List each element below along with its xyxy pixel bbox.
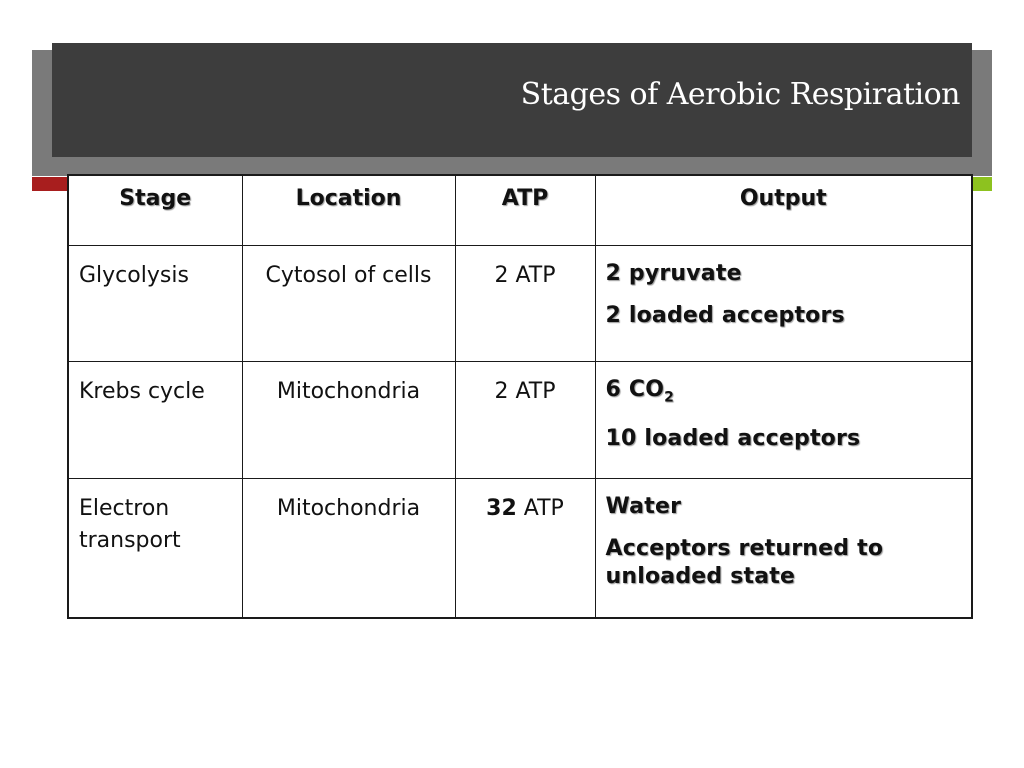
atp-number: 32: [486, 495, 517, 521]
output-line-2: Acceptors returned to unloaded state: [605, 535, 884, 589]
output-line-2: 2 loaded acceptors: [605, 302, 845, 328]
atp-unit: ATP: [508, 262, 556, 288]
cell-location: [242, 478, 455, 618]
cell-output: [595, 361, 972, 478]
table-row: [68, 361, 972, 478]
output-line-1: [606, 376, 962, 411]
cell-atp: [455, 478, 595, 618]
location-text: Mitochondria: [276, 378, 421, 404]
cell-stage: [68, 478, 242, 618]
table-header-row: [68, 175, 972, 245]
location-text: Cytosol of cells: [265, 262, 432, 288]
stage-text: Glycolysis: [79, 262, 189, 288]
cell-stage: [68, 361, 242, 478]
output-line-2: 10 loaded acceptors: [605, 425, 861, 451]
title-bar: [52, 43, 972, 157]
cell-location: [242, 361, 455, 478]
output-line-1: Water: [605, 493, 682, 519]
cell-atp: [455, 361, 595, 478]
co2-subscript: 2: [664, 388, 675, 405]
header-output: Output: [595, 175, 972, 245]
output-line-1: 2 pyruvate: [605, 260, 742, 286]
respiration-stages-table: [67, 174, 973, 619]
table-row: [68, 478, 972, 618]
cell-location: [242, 245, 455, 361]
stage-text: Electron transport: [79, 495, 181, 553]
atp-unit: ATP: [508, 378, 556, 404]
cell-output: [595, 478, 972, 618]
table-row: [68, 245, 972, 361]
header-stage: Stage: [68, 175, 242, 245]
cell-output: [595, 245, 972, 361]
stage-text: Krebs cycle: [79, 378, 205, 404]
slide-title: Stages of Aerobic Respiration: [520, 77, 960, 112]
cell-atp: [455, 245, 595, 361]
atp-number: 2: [494, 262, 509, 288]
header-location: Location: [242, 175, 455, 245]
header-atp: ATP: [455, 175, 595, 245]
atp-unit: ATP: [516, 495, 564, 521]
cell-stage: [68, 245, 242, 361]
location-text: Mitochondria: [276, 495, 421, 521]
co2-prefix: 6 CO: [605, 376, 665, 402]
atp-number: 2: [494, 378, 509, 404]
